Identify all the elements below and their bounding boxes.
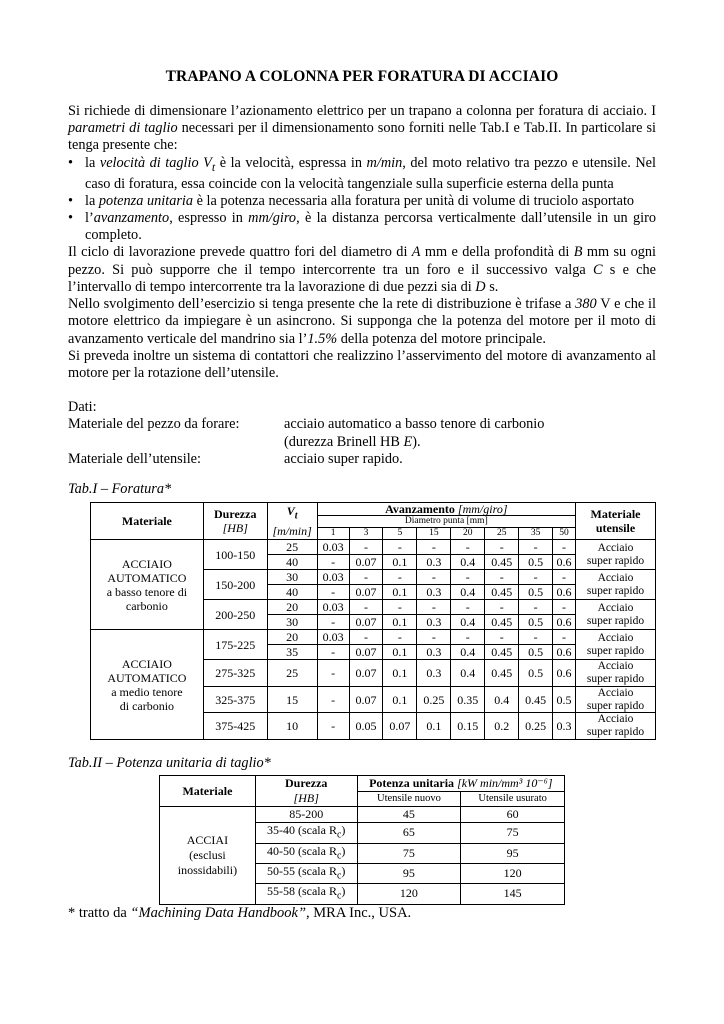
feed-cell: - [451,540,485,555]
feed-cell: 0.45 [485,645,519,660]
power-new-cell: 45 [357,807,461,823]
feed-cell: 0.4 [451,555,485,570]
definition-list [68,155,656,245]
feed-cell: 0.5 [519,555,553,570]
power-new-cell: 65 [357,823,461,843]
feed-cell: - [553,600,576,615]
feed-cell: - [317,713,349,740]
vt-cell: 30 [267,615,317,630]
feed-cell: - [485,540,519,555]
feed-cell: 0.35 [451,686,485,713]
page-title: TRAPANO A COLONNA PER FORATURA DI ACCIAIO [165,68,559,85]
feed-cell: 0.6 [553,585,576,600]
feed-cell: 0.5 [553,686,576,713]
feed-cell: 0.1 [383,645,417,660]
vt-cell: 30 [267,570,317,585]
header-materiale: Materiale [160,776,256,807]
feed-cell: - [485,630,519,645]
feed-cell: - [451,600,485,615]
vt-cell: 40 [267,585,317,600]
feed-cell: 0.1 [383,660,417,687]
tool-cell: Acciaio super rapido [576,686,656,713]
diameter-cell: 15 [417,528,451,540]
feed-cell: 0.07 [383,713,417,740]
table-row [160,807,565,823]
feed-cell: - [317,686,349,713]
feed-cell: - [417,570,451,585]
hardness-cell: 325-375 [203,686,267,713]
feed-cell: - [383,600,417,615]
hardness-cell: 55-58 (scala $R_c$) [255,884,357,904]
feed-cell: 0.1 [383,585,417,600]
feed-cell: - [317,660,349,687]
power-worn-cell: 60 [461,807,565,823]
feed-cell: 0.45 [519,686,553,713]
power-new-cell: 95 [357,863,461,883]
feed-cell: 0.07 [349,585,383,600]
hardness-cell: 175-225 [203,630,267,660]
table1-caption: Tab.I – Foratura* [68,480,172,497]
material-cell: ACCIAI (esclusi inossidabili) [160,807,256,905]
feed-cell: 0.5 [519,645,553,660]
feed-cell: 0.4 [451,645,485,660]
workpiece-material-value: acciaio automatico a basso tenore di carbonio [284,416,545,433]
feed-cell: - [485,600,519,615]
tool-cell: Acciaio super rapido [576,600,656,630]
power-new-cell: 120 [357,884,461,904]
diameter-cell: 3 [349,528,383,540]
feed-cell: 0.45 [485,555,519,570]
vt-cell: 15 [267,686,317,713]
feed-cell: 0.03 [317,570,349,585]
tool-cell: Acciaio super rapido [576,630,656,660]
bullet-icon: • [68,210,74,227]
feed-cell: 0.3 [417,660,451,687]
header-nuovo: Utensile nuovo [357,792,461,807]
feed-cell: 0.05 [349,713,383,740]
feed-cell: 0.1 [383,686,417,713]
feed-cell: 0.4 [451,660,485,687]
feed-cell: 0.1 [383,615,417,630]
vt-cell: 25 [267,660,317,687]
hardness-cell: 85-200 [255,807,357,823]
feed-cell: - [519,630,553,645]
header-materiale-utensile: Materiale utensile [576,503,656,540]
feed-cell: 0.5 [519,585,553,600]
feed-cell: 0.4 [451,585,485,600]
diameter-cell: 25 [485,528,519,540]
data-label: Dati: [68,399,97,416]
feed-cell: - [519,540,553,555]
bullet-icon: • [68,192,74,209]
vt-cell: 20 [267,600,317,615]
feed-cell: 0.07 [349,686,383,713]
feed-cell: - [317,645,349,660]
power-table [159,775,565,905]
list-item: • la potenza unitaria è la potenza necessaria alla foratura per unità di volume di truciolo asportato [68,192,635,209]
feed-cell: - [417,540,451,555]
feed-cell: 0.3 [417,585,451,600]
feed-cell: - [317,555,349,570]
feed-cell: - [349,570,383,585]
header-durezza: Durezza [HB] [203,503,267,540]
feed-cell: 0.15 [451,713,485,740]
list-item: • la velocità di taglio $V_t$ è la velocità, espressa in m/min, del moto relativo tra pezzo e utensile. Nel caso di foratura, essa coincide con la velocità tangenziale sulla superficie esterna della punta [68,154,656,192]
header-vt: $V_t$ [m/min] [267,503,317,540]
feed-cell: 0.2 [485,713,519,740]
feed-cell: 0.6 [553,615,576,630]
feed-cell: 0.6 [553,645,576,660]
motor-paragraph: Nello svolgimento dell’esercizio si tenga presente che la rete di distribuzione è trifase a 380 V e che il motore elettrico da impiegare è un asincrono. Si supponga che la potenza del motore per il moto di avanzamento verticale del mandrino sia l’1.5% della potenza del motore principale. [68,296,656,347]
feed-cell: 0.45 [485,585,519,600]
feed-cell: 0.6 [553,660,576,687]
feed-cell: - [553,540,576,555]
feed-cell: 0.07 [349,555,383,570]
material-group-cell: ACCIAIO AUTOMATICO a basso tenore di carbonio [91,540,204,630]
tool-cell: Acciaio super rapido [576,570,656,600]
material-group-cell: ACCIAIO AUTOMATICO a medio tenore di carbonio [91,630,204,740]
feed-cell: 0.4 [451,615,485,630]
feed-cell: - [317,585,349,600]
cycle-paragraph: Il ciclo di lavorazione prevede quattro fori del diametro di A mm e della profondità di B mm su ogni pezzo. Si può supporre che il tempo intercorrente tra un foro e il successivo valga C s e che l’intervallo di tempo intercorrente tra la lavorazione di due pezzi sia di D s. [68,244,656,295]
workpiece-material-label: Materiale del pezzo da forare: [68,416,240,433]
table-row [91,540,656,555]
hardness-cell: 35-40 (scala $R_c$) [255,823,357,843]
feed-cell: 0.07 [349,645,383,660]
tool-cell: Acciaio super rapido [576,713,656,740]
table-row [91,630,656,645]
hardness-cell: 275-325 [203,660,267,687]
feed-cell: - [485,570,519,585]
list-item: • l’avanzamento, espresso in mm/giro, è la distanza percorsa verticalmente dall’utensile in un giro completo. [68,210,656,244]
feed-cell: 0.03 [317,540,349,555]
feed-cell: - [553,630,576,645]
data-section [68,399,656,468]
power-worn-cell: 95 [461,843,565,863]
vt-cell: 40 [267,555,317,570]
feed-cell: - [383,630,417,645]
diameter-cell: 50 [553,528,576,540]
power-new-cell: 75 [357,843,461,863]
feed-cell: 0.4 [485,686,519,713]
contactor-paragraph: Si preveda inoltre un sistema di contattori che realizzino l’asservimento del motore di avanzamento al motore per la rotazione dell’utensile. [68,347,656,381]
table2-caption: Tab.II – Potenza unitaria di taglio* [68,754,271,771]
feed-cell: 0.1 [417,713,451,740]
feed-cell: 0.07 [349,615,383,630]
diameter-cell: 35 [519,528,553,540]
bullet-icon: • [68,154,74,171]
feed-cell: - [519,570,553,585]
feed-cell: 0.03 [317,630,349,645]
hardness-cell: 40-50 (scala $R_c$) [255,843,357,863]
power-worn-cell: 75 [461,823,565,843]
intro-paragraph: Si richiede di dimensionare l’azionamento elettrico per un trapano a colonna per foratura di acciaio. I parametri di taglio necessari per il dimensionamento sono forniti nelle Tab.I e Tab.II. In particolare si tenga presente che: [68,103,656,154]
feed-cell: 0.25 [417,686,451,713]
hardness-note: (durezza Brinell HB E). [284,433,421,450]
hardness-cell: 150-200 [203,570,267,600]
feed-cell: - [317,615,349,630]
hardness-cell: 375-425 [203,713,267,740]
feed-cell: 0.1 [383,555,417,570]
feed-cell: - [417,600,451,615]
feed-cell: 0.03 [317,600,349,615]
hardness-cell: 200-250 [203,600,267,630]
diameter-cell: 5 [383,528,417,540]
diameter-cell: 20 [451,528,485,540]
vt-cell: 25 [267,540,317,555]
vt-cell: 20 [267,630,317,645]
feed-cell: 0.45 [485,615,519,630]
feed-cell: - [349,630,383,645]
document-body [68,103,656,922]
diameter-cell: 1 [317,528,349,540]
feed-cell: 0.3 [553,713,576,740]
feed-cell: - [383,570,417,585]
tool-material-label: Materiale dell’utensile: [68,450,201,467]
header-potenza: Potenza unitaria [kW min/mm³ 10⁻⁶] [357,776,564,792]
feed-cell: - [383,540,417,555]
feed-cell: 0.5 [519,660,553,687]
feed-cell: - [417,630,451,645]
hardness-cell: 50-55 (scala $R_c$) [255,863,357,883]
feed-cell: 0.3 [417,615,451,630]
vt-cell: 35 [267,645,317,660]
feed-cell: - [519,600,553,615]
header-durezza: Durezza [HB] [255,776,357,807]
feed-cell: - [451,570,485,585]
feed-cell: 0.3 [417,645,451,660]
feed-cell: 0.25 [519,713,553,740]
vt-cell: 10 [267,713,317,740]
feed-cell: - [349,540,383,555]
feed-cell: 0.45 [485,660,519,687]
header-diametro: Diametro punta [mm] [317,516,575,528]
feed-cell: - [349,600,383,615]
header-avanzamento: Avanzamento [mm/giro] [317,503,575,516]
feed-cell: 0.6 [553,555,576,570]
feed-cell: 0.5 [519,615,553,630]
power-worn-cell: 145 [461,884,565,904]
header-usurato: Utensile usurato [461,792,565,807]
tool-material-value: acciaio super rapido. [284,450,403,467]
tool-cell: Acciaio super rapido [576,540,656,570]
feed-cell: 0.3 [417,555,451,570]
header-materiale: Materiale [91,503,204,540]
feed-cell: 0.07 [349,660,383,687]
feed-cell: - [553,570,576,585]
power-worn-cell: 120 [461,863,565,883]
drilling-table [90,502,656,740]
feed-cell: - [451,630,485,645]
tool-cell: Acciaio super rapido [576,660,656,687]
hardness-cell: 100-150 [203,540,267,570]
footnote: * tratto da “Machining Data Handbook”, MRA Inc., USA. [68,904,412,921]
